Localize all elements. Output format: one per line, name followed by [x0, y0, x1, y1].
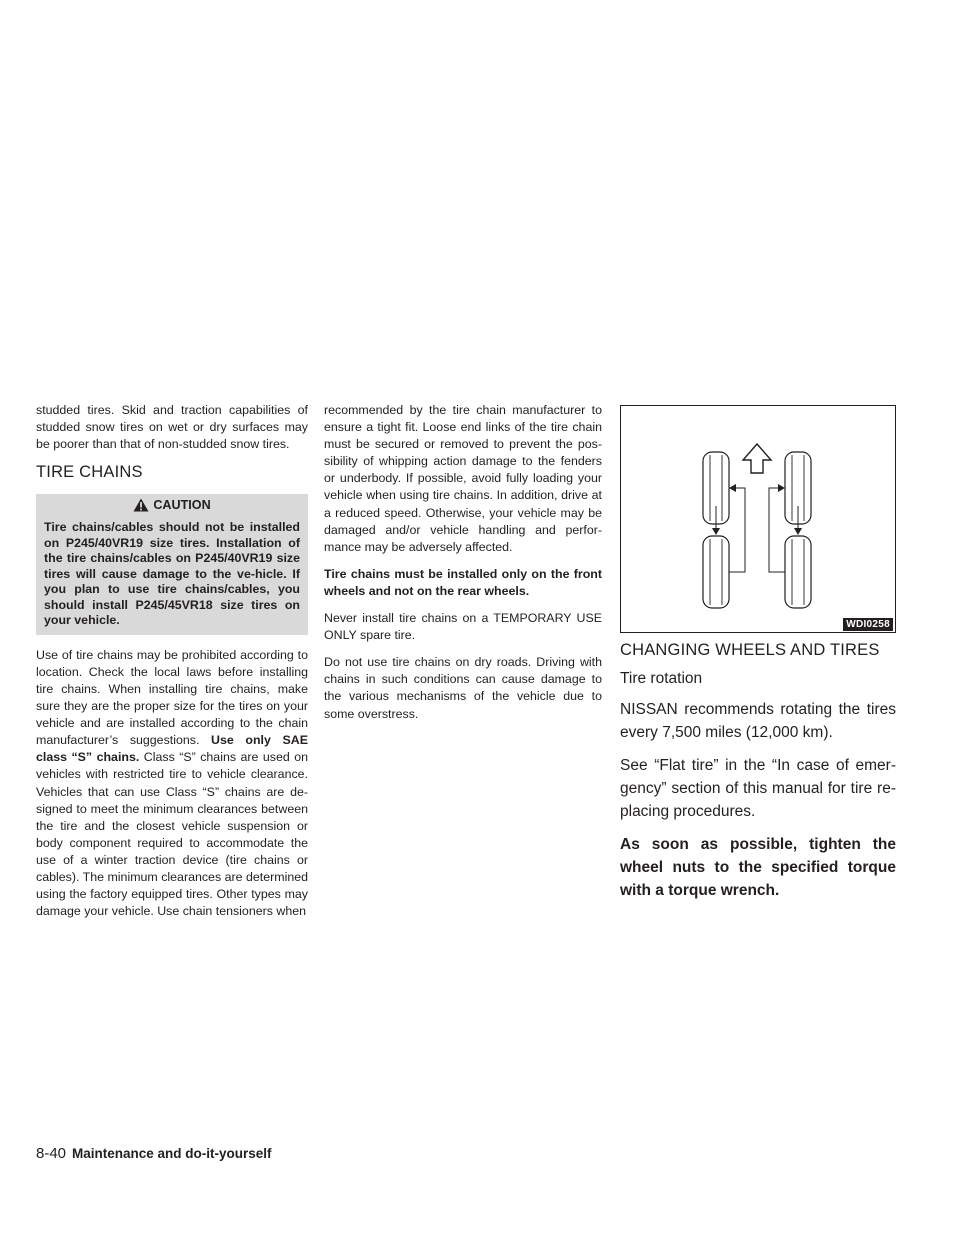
warning-triangle-icon: [133, 498, 149, 512]
spare-tire-paragraph: Never install tire chains on a TEMPORARY USE ONLY spare tire.: [324, 611, 602, 643]
chains-paragraph-b-text: Class “S” chains are used on vehicles with restricted tire to vehicle clearance. Vehicles that can use Class “S” chains are de-signed to meet the minimum clearances between the tire and the closest vehicle suspension or body component required to accommodate the use of a winter traction device (tire chains or cables). The minimum clearances are determined using the factory equipped tires. Other types may damage your vehicle. Use chain tensioners when: [36, 750, 309, 919]
rear-left-tire: [703, 536, 729, 608]
tire-chains-heading: TIRE CHAINS: [36, 463, 143, 482]
changing-wheels-heading: CHANGING WHEELS AND TIRES: [620, 641, 880, 659]
flat-tire-reference-paragraph: See “Flat tire” in the “In case of emer-gency” section of this manual for tire re-placing procedures.: [620, 757, 896, 820]
column-middle: [324, 402, 602, 733]
sae-class-s-bold: Use only SAE class “S” chains.: [36, 733, 308, 765]
rear-right-tire: [785, 536, 811, 608]
dry-roads-paragraph: Do not use tire chains on dry roads. Driving with chains in such conditions can cause damage to the various mechanisms of the vehicle due to some overstress.: [324, 655, 602, 721]
caution-text: Tire chains/cables should not be installed on P245/40VR19 size tires. Installation of the tire chains/cables on P245/40VR19 size tires will cause damage to the ve-hicle. If you plan to use tire chains/cables, you should install P245/45VR18 size tires on your vehicle.: [44, 520, 300, 628]
figure-code: WDI0258: [843, 618, 893, 631]
caution-box: [36, 494, 308, 635]
chains-paragraph-a: [36, 647, 308, 921]
caution-label: CAUTION: [153, 498, 211, 513]
tensioner-paragraph: recommended by the tire chain manufacturer to ensure a tight fit. Loose end links of the tire chain must be secured or removed to prevent the pos-sibility of whipping action damage to the fenders or underbody. If possible, avoid fully loading your vehicle when using tire chains. In addition, drive at a reduced speed. Otherwise, your vehicle may be damaged and/or vehicle handling and perfor-mance may be adversely affected.: [324, 403, 602, 554]
section-title: Maintenance and do-it-yourself: [72, 1146, 272, 1161]
column-right: [620, 405, 896, 912]
forward-arrow-icon: [743, 444, 771, 473]
rotation-interval-paragraph: NISSAN recommends rotating the tires every 7,500 miles (12,000 km).: [620, 701, 896, 741]
tire-rotation-diagram: [621, 406, 895, 632]
page-footer: [36, 1145, 272, 1162]
tire-rotation-subheading: Tire rotation: [620, 670, 703, 687]
caution-header: [44, 498, 300, 512]
column-left: [36, 402, 308, 930]
tire-rotation-figure: [620, 405, 896, 633]
intro-paragraph: studded tires. Skid and traction capabilities of studded snow tires on wet or dry surfaces may be poorer than that of non-studded snow tires.: [36, 403, 308, 452]
page-number: 8-40: [36, 1145, 67, 1162]
front-wheels-warning: Tire chains must be installed only on the front wheels and not on the rear wheels.: [324, 566, 602, 598]
chains-paragraph-a-text: Use of tire chains may be prohibited according to location. Check the local laws before installing tire chains. When installing tire chains, make sure they are the proper size for the tires on your vehicle and are installed according to the chain manufacturer’s suggestions.: [36, 647, 308, 748]
torque-warning-paragraph: As soon as possible, tighten the wheel nuts to the specified torque with a torque wrench.: [620, 836, 896, 899]
